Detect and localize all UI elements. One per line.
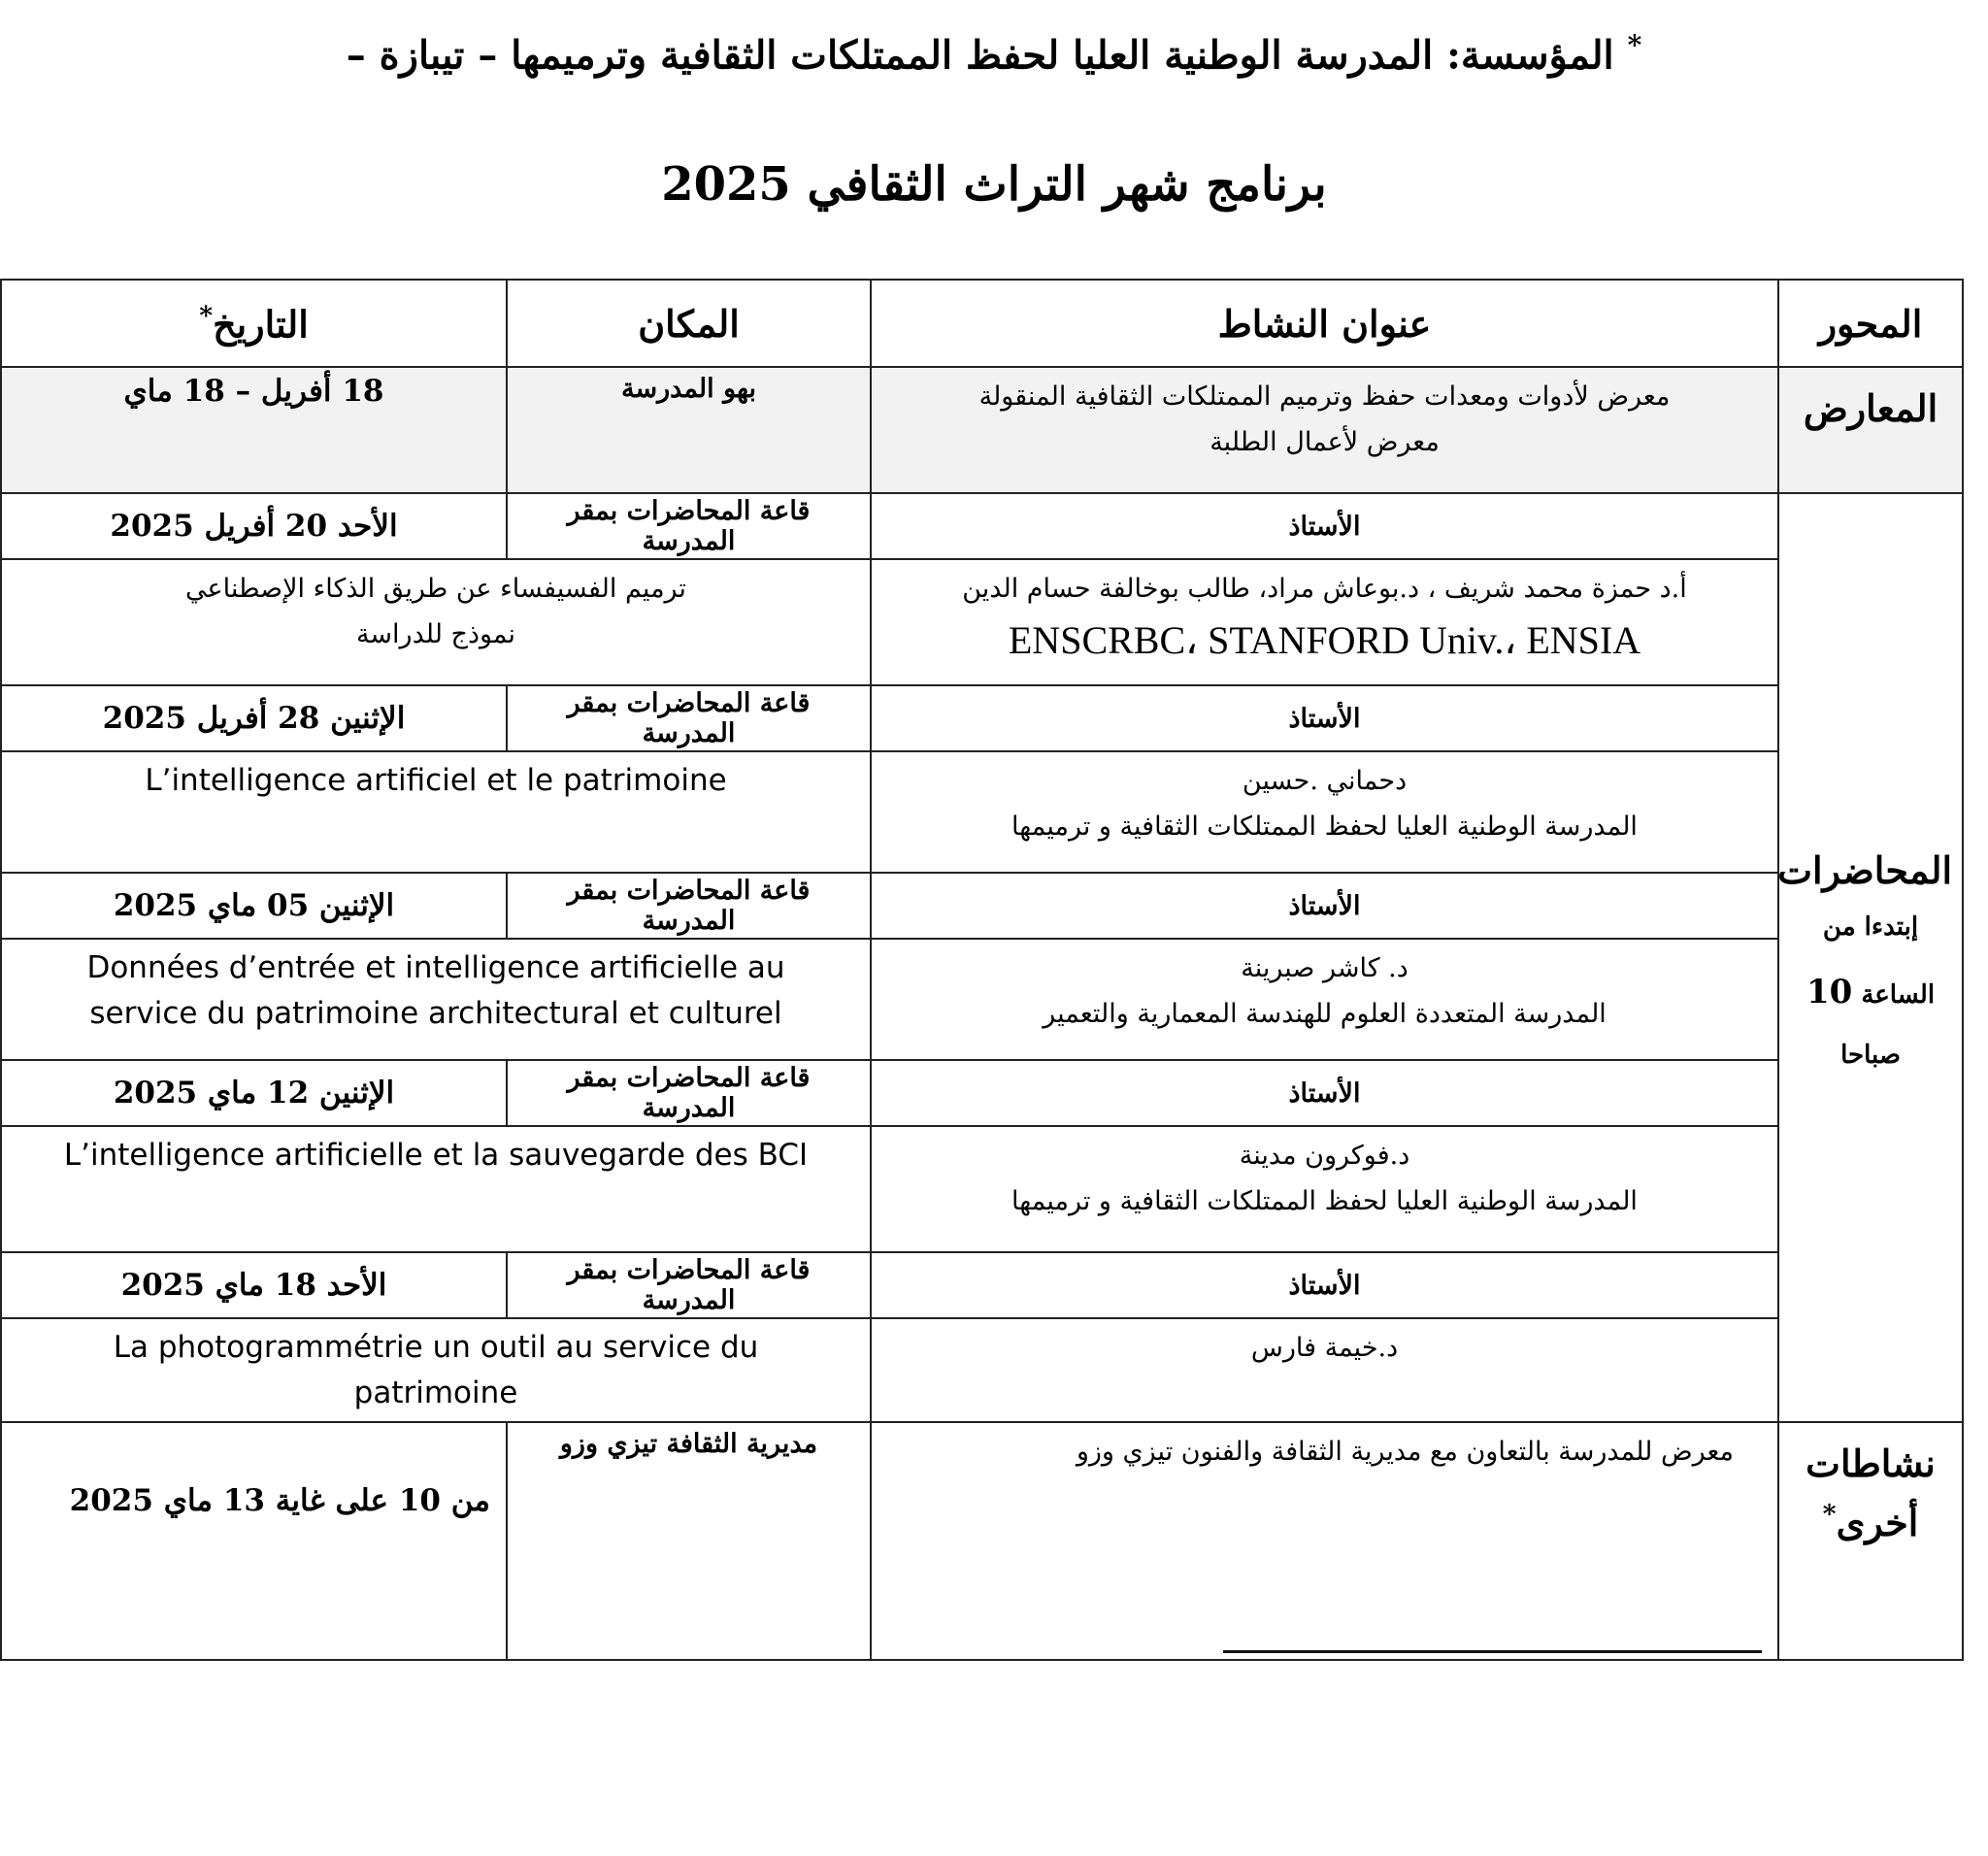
axis-lectures-note-2-text: الساعة — [1861, 979, 1936, 1010]
other-asterisk: * — [1822, 1499, 1837, 1530]
lecture-speakers: أ.د حمزة محمد شريف ، د.بوعاش مراد، طالب بوخالفة حسام الدين — [962, 574, 1687, 604]
other-activity-date: من 10 على غاية 13 ماي 2025 — [1, 1422, 507, 1660]
table-row-lecture-meta — [1, 873, 1963, 939]
institution-heading — [0, 29, 1988, 78]
column-header-activity-title: عنوان النشاط — [871, 280, 1778, 367]
lecture-topic-line: L’intelligence artificielle et la sauvegarde des BCI — [63, 1138, 809, 1173]
lecture-place: قاعة المحاضرات بمقر المدرسة — [507, 493, 871, 559]
exhibition-title: معرض لأدوات ومعدات حفظ وترميم الممتلكات الثقافية المنقولة — [978, 381, 1671, 412]
axis-lectures-note-3: صباحا — [1840, 1041, 1901, 1071]
program-title: برنامج شهر التراث الثقافي 2025 — [661, 157, 1327, 212]
lecture-place: قاعة المحاضرات بمقر المدرسة — [507, 873, 871, 939]
lecture-date: الإثنين 12 ماي 2025 — [1, 1060, 507, 1126]
table-row-lecture-body — [1, 751, 1963, 873]
institution-asterisk: * — [1627, 29, 1642, 61]
lecture-topic-line: patrimoine — [353, 1375, 518, 1410]
lecture-place: قاعة المحاضرات بمقر المدرسة — [507, 1252, 871, 1318]
lecture-speakers: دحماني .حسين — [1242, 766, 1408, 796]
table-row-lecture-body — [1, 1126, 1963, 1252]
lecture-topic — [1, 939, 871, 1060]
axis-lectures-note-2 — [1789, 956, 1952, 1029]
axis-other-line2-wrap — [1789, 1494, 1952, 1553]
program-table — [0, 279, 1964, 1661]
lecture-date: الأحد 18 ماي 2025 — [1, 1252, 507, 1318]
lecture-professor-label: الأستاذ — [871, 873, 1778, 939]
other-activity-place: مديرية الثقافة تيزي وزو — [507, 1422, 871, 1660]
lecture-place: قاعة المحاضرات بمقر المدرسة — [507, 685, 871, 751]
lecture-professor-label: الأستاذ — [871, 685, 1778, 751]
lecture-date: الإثنين 05 ماي 2025 — [1, 873, 507, 939]
column-header-place: المكان — [507, 280, 871, 367]
axis-other-activities — [1778, 1422, 1963, 1660]
table-row-lecture-meta — [1, 1060, 1963, 1126]
axis-exhibitions: المعارض — [1778, 367, 1963, 493]
exhibitions-date: 18 أفريل – 18 ماي — [1, 367, 507, 493]
lecture-topic-line: نموذج للدراسة — [355, 619, 516, 650]
lecture-date: الإثنين 28 أفريل 2025 — [1, 685, 507, 751]
lecture-topic — [1, 751, 871, 873]
table-row-other-activities — [1, 1422, 1963, 1660]
lecture-professor-label: الأستاذ — [871, 1060, 1778, 1126]
lecture-affiliation: المدرسة المتعددة العلوم للهندسة المعمارية والتعمير — [1043, 999, 1607, 1030]
axis-lectures — [1778, 493, 1963, 1422]
lecture-professor-label: الأستاذ — [871, 1252, 1778, 1318]
lecture-topic-line: service du patrimoine architectural et culturel — [89, 995, 782, 1031]
axis-other-line2: أخرى — [1836, 1500, 1919, 1544]
exhibitions-titles — [871, 367, 1778, 493]
column-header-date-label: التاريخ — [213, 302, 309, 347]
lecture-speakers: د. كاشر صبرينة — [1241, 953, 1408, 983]
lecture-topic — [1, 1318, 871, 1422]
footer-divider — [1223, 1650, 1762, 1653]
lecture-speakers: د.خيمة فارس — [1250, 1333, 1399, 1363]
axis-lectures-label: المحاضرات — [1777, 847, 1952, 892]
lecture-speakers-cell — [871, 1318, 1778, 1422]
lecture-topic — [1, 559, 871, 685]
exhibitions-place: بهو المدرسة — [507, 367, 871, 493]
axis-lectures-note-1: إبتدءا من — [1822, 912, 1919, 943]
lecture-speakers-cell — [871, 751, 1778, 873]
other-activity-title: معرض للمدرسة بالتعاون مع مديرية الثقافة والفنون تيزي وزو — [871, 1422, 1778, 1660]
lecture-affiliation: المدرسة الوطنية العليا لحفظ الممتلكات الثقافية و ترميمها — [1011, 812, 1638, 843]
table-row-lecture-body — [1, 1318, 1963, 1422]
lecture-speakers-cell — [871, 559, 1778, 685]
axis-other-line1: نشاطات — [1806, 1442, 1936, 1485]
lecture-speakers-cell — [871, 1126, 1778, 1252]
lecture-topic-line: Données d’entrée et intelligence artificielle au — [86, 950, 785, 985]
lecture-speakers-cell — [871, 939, 1778, 1060]
table-row-lecture-body — [1, 559, 1963, 685]
axis-lectures-note-2-num: 10 — [1806, 972, 1853, 1011]
table-row-lecture-meta — [1, 1252, 1963, 1318]
lecture-date: الأحد 20 أفريل 2025 — [1, 493, 507, 559]
column-header-date — [1, 280, 507, 367]
lecture-professor-label: الأستاذ — [871, 493, 1778, 559]
exhibition-title: معرض لأعمال الطلبة — [1209, 427, 1440, 458]
institution-name: المؤسسة: المدرسة الوطنية العليا لحفظ الممتلكات الثقافية وترميمها – تيبازة – — [346, 32, 1614, 79]
lecture-affiliation: ENSCRBC، STANFORD Univ.، ENSIA — [1008, 618, 1641, 663]
lecture-affiliation: المدرسة الوطنية العليا لحفظ الممتلكات الثقافية و ترميمها — [1011, 1186, 1638, 1217]
lecture-topic-line: La photogrammétrie un outil au service du — [113, 1330, 759, 1365]
lecture-place: قاعة المحاضرات بمقر المدرسة — [507, 1060, 871, 1126]
lecture-topic-line: L’intelligence artificiel et le patrimoine — [145, 763, 727, 798]
column-header-axis: المحور — [1778, 280, 1963, 367]
lecture-topic-line: ترميم الفسيفساء عن طريق الذكاء الإصطناعي — [185, 574, 686, 604]
table-row-lecture-meta — [1, 685, 1963, 751]
lecture-speakers: د.فوكرون مدينة — [1239, 1141, 1410, 1171]
table-row-lecture-meta — [1, 493, 1963, 559]
table-header-row — [1, 280, 1963, 367]
table-row-exhibitions — [1, 367, 1963, 493]
date-asterisk: * — [199, 300, 214, 331]
lecture-topic — [1, 1126, 871, 1252]
table-row-lecture-body — [1, 939, 1963, 1060]
